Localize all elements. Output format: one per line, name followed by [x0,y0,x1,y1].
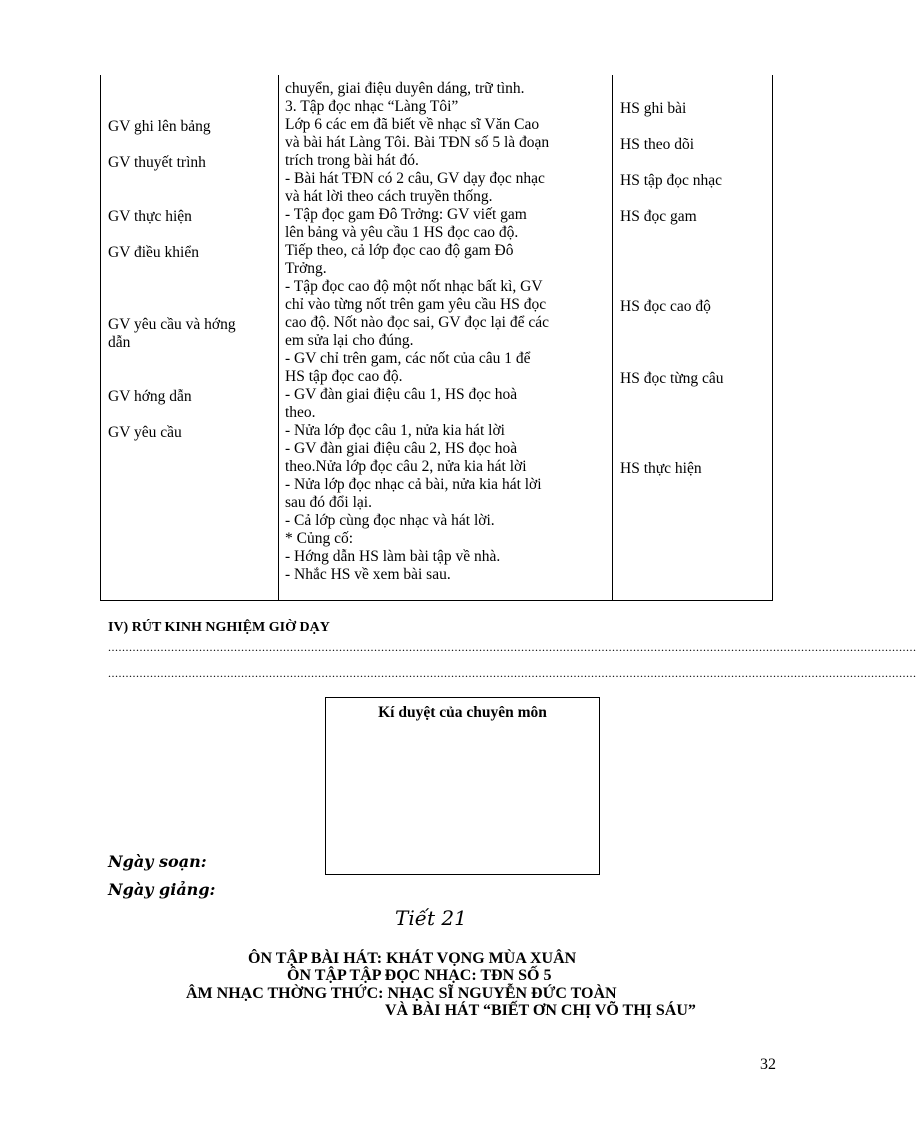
content-line: theo. [285,404,316,421]
content-line: Lớp 6 các em đã biết về nhạc sĩ Văn Cao [285,116,540,133]
content-line: chuyển, giai điệu duyên dáng, trữ tình. [285,80,525,97]
teacher-activity: GV thực hiện [108,208,192,225]
content-line: cao độ. Nốt nào đọc sai, GV đọc lại để các [285,314,549,331]
page-number: 32 [760,1056,776,1073]
content-line: Tiếp theo, cả lớp đọc cao độ gam Đô [285,242,514,259]
teacher-activity: GV ghi lên bảng [108,118,211,135]
table-border-bottom [100,600,773,601]
lesson-title-1: ÔN TẬP BÀI HÁT: KHÁT VỌNG MÙA XUÂN [248,950,577,967]
teacher-activity: dẫn [108,334,131,351]
content-line: trích trong bài hát đó. [285,152,419,169]
content-line: - Bài hát TĐN có 2 câu, GV dạy đọc nhạc [285,170,545,187]
content-line: - Hớng dẫn HS làm bài tập về nhà. [285,548,501,565]
content-line: lên bảng và yêu cầu 1 HS đọc cao độ. [285,224,519,241]
student-activity: HS đọc cao độ [620,298,711,315]
section-title: IV) RÚT KINH NGHIỆM GIỜ DẠY [108,620,330,635]
table-divider-1 [278,75,279,601]
content-line: theo.Nửa lớp đọc câu 2, nửa kia hát lời [285,458,527,475]
dotted-line-1: ....................................................................................................................................................................................................................................... [108,640,917,654]
student-activity: HS theo dõi [620,136,695,153]
table-divider-2 [612,75,613,601]
approval-title: Kí duyệt của chuyên môn [378,704,547,721]
content-line: và bài hát Làng Tôi. Bài TĐN số 5 là đoạn [285,134,550,151]
content-line: - Nhắc HS về xem bài sau. [285,566,451,583]
content-line: - Tập đọc cao độ một nốt nhạc bất kì, GV [285,278,543,295]
content-line: - GV chỉ trên gam, các nốt của câu 1 để [285,350,531,367]
content-line: 3. Tập đọc nhạc “Làng Tôi” [285,98,459,115]
student-activity: HS tập đọc nhạc [620,172,723,189]
teacher-activity: GV thuyết trình [108,154,206,171]
student-activity: HS đọc gam [620,208,697,225]
content-line: Trởng. [285,260,327,277]
table-border-left [100,75,101,601]
approval-box [325,697,600,875]
lesson-title-4: VÀ BÀI HÁT “BIẾT ƠN CHỊ VÕ THỊ SÁU” [385,1002,696,1019]
lesson-number: Tiết 21 [395,906,467,930]
content-line: chỉ vào từng nốt trên gam yêu cầu HS đọc [285,296,547,313]
content-line: - GV đàn giai điệu câu 2, HS đọc hoà [285,440,518,457]
dotted-line-2: ....................................................................................................................................................................................................................................... [108,666,917,680]
content-line: * Củng cố: [285,530,354,547]
lesson-title-3: ÂM NHẠC THỜNG THỨC: NHẠC SĨ NGUYỄN ĐỨC TOÀN [186,985,617,1002]
content-line: HS tập đọc cao độ. [285,368,403,385]
date-prepared-label: Ngày soạn: [108,852,207,871]
content-line: - Nửa lớp đọc nhạc cả bài, nửa kia hát lời [285,476,542,493]
content-line: - Tập đọc gam Đô Trởng: GV viết gam [285,206,527,223]
content-line: - Cả lớp cùng đọc nhạc và hát lời. [285,512,495,529]
date-taught-label: Ngày giảng: [108,880,216,899]
teacher-activity: GV yêu cầu [108,424,182,441]
lesson-title-2: ÔN TẬP TẬP ĐỌC NHẠC: TĐN SỐ 5 [287,967,552,984]
student-activity: HS ghi bài [620,100,687,117]
teacher-activity: GV điều khiển [108,244,199,261]
content-line: em sửa lại cho đúng. [285,332,414,349]
content-line: - GV đàn giai điệu câu 1, HS đọc hoà [285,386,518,403]
content-column [285,80,605,584]
content-line: - Nửa lớp đọc câu 1, nửa kia hát lời [285,422,505,439]
student-activity: HS đọc từng câu [620,370,724,387]
table-border-right [772,75,773,601]
teacher-activity: GV yêu cầu và hớng [108,316,236,333]
content-line: và hát lời theo cách truyền thống. [285,188,493,205]
teacher-activity: GV hớng dẫn [108,388,192,405]
student-activity: HS thực hiện [620,460,702,477]
content-line: sau đó đổi lại. [285,494,372,511]
